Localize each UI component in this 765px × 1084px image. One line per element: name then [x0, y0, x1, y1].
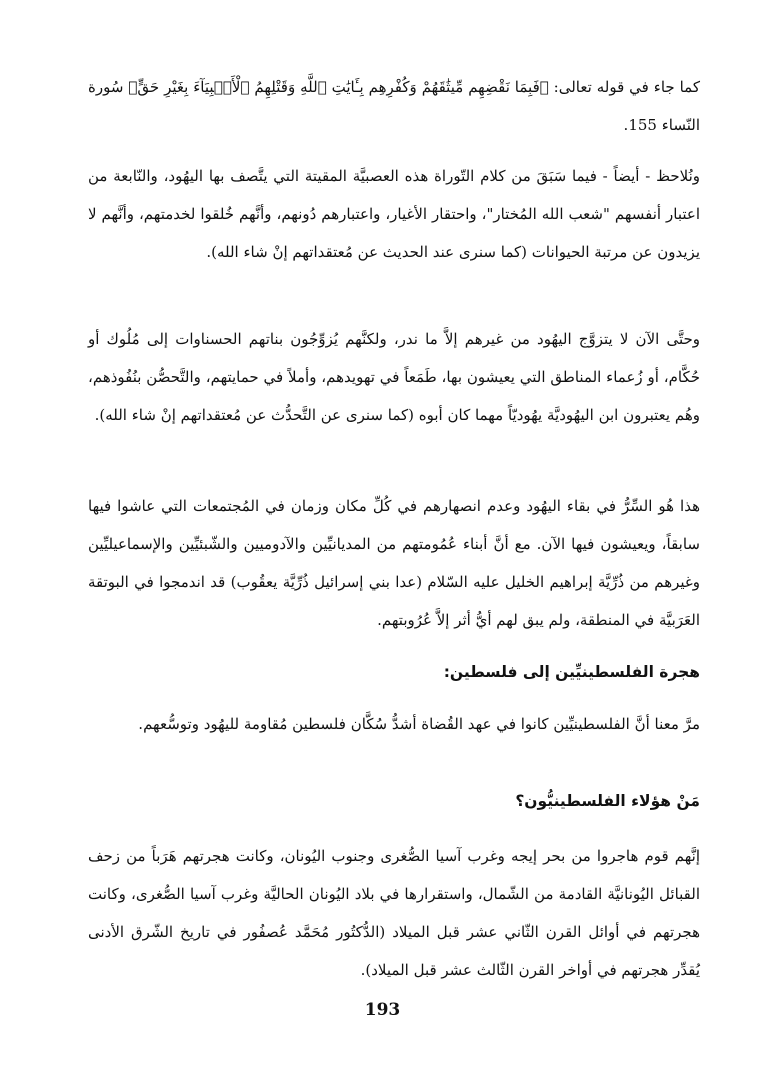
- paragraph-secret-survival: هذا هُو السِّرُّ في بقاء اليهُود وعدم انصهارهم في كُلِّ مكان وزمان في المُجتمعات التي عاشوا فيها سابقاً، ويعيشون فيها الآن. مع أنَّ أبناء عُمُومتهم من المديانيِّين والآدوميين والشّبئيِّين والإسماعيليِّين وغيرهم من ذُرِّيَّة إبراهيم الخليل عليه السّلام (عدا بني إسرائيل ذُرِّيَّة يعقُوب) قد اندمجوا في البوتقة العَرَبيَّة في المنطقة، ولم يبق لهم أيُّ أثر إلاَّ عُرُوبتهم.: [88, 497, 700, 629]
- paragraph-quran-quote: كما جاء في قوله تعالى: ﴿فَبِمَا نَقْضِهِم مِّيثَٰقَهُمْ وَكُفْرِهِم بِـَٔايَٰتِ ٱللَّهِ وَقَتْلِهِمُ ٱلْأَنۢبِيَآءَ بِغَيْرِ حَقٍّ﴾ سُورة النّساء 155.: [88, 78, 700, 134]
- heading-who-are-philistines: مَنْ هؤلاء الفلسطينيُّون؟: [515, 792, 700, 810]
- paragraph-marriage: وحتَّى الآن لا يتزوَّج اليهُود من غيرهم إلاَّ ما ندر، ولكنَّهم يُزوِّجُون بناتهم الحسناوات إلى مُلُوك أو حُكَّام، أو زُعماء المناطق التي يعيشون بها، طَمَعاً في تهويدهم، وأملاً في حمايتهم، والتَّحصُّن بنُفُوذهم، وهُم يعتبرون ابن اليهُوديَّة يهُوديّاً مهما كان أبوه (كما سنرى عن التَّحدُّث عن مُعتقداتهم إنْ شاء الله).: [88, 330, 700, 424]
- paragraph-resistance: مرَّ معنا أنَّ الفلسطينيِّين كانوا في عهد القُضاة أشدُّ سُكَّان فلسطين مُقاومة لليهُود وتوسُّعهم.: [138, 715, 700, 733]
- paragraph-jewish-superiority: ونُلاحظ - أيضاً - فيما سَبَقَ من كلام التّوراة هذه العصبيَّة المقيتة التي يتَّصف بها اليهُود، والنّابعة من اعتبار أنفسهم "شعب الله المُختار"، واحتقار الأغيار، واعتبارهم دُونهم، وأنَّهم خُلقوا لخدمتهم، وأنَّهم لا يزيدون عن مرتبة الحيوانات (كما سنرى عند الحديث عن مُعتقداتهم إنْ شاء الله).: [88, 167, 700, 261]
- heading-migration: هجرة الفلسطينيِّين إلى فلسطين:: [443, 663, 700, 681]
- paragraph-origin: إنَّهم قوم هاجروا من بحر إيجه وغرب آسيا الصُّغرى وجنوب اليُونان، وكانت هجرتهم هَرَباً من زحف القبائل اليُونانيَّة القادمة من الشّمال، واستقرارها في بلاد اليُونان الحاليَّة وغرب آسيا الصُّغرى، وكانت هجرتهم في أوائل القرن الثّاني عشر قبل الميلاد (الدُّكتُور مُحَمَّد عُصفُور في تاريخ الشّرق الأدنى يُقدِّر هجرتهم في أواخر القرن الثّالث عشر قبل الميلاد).: [88, 847, 700, 979]
- page-number: 193: [364, 1000, 401, 1020]
